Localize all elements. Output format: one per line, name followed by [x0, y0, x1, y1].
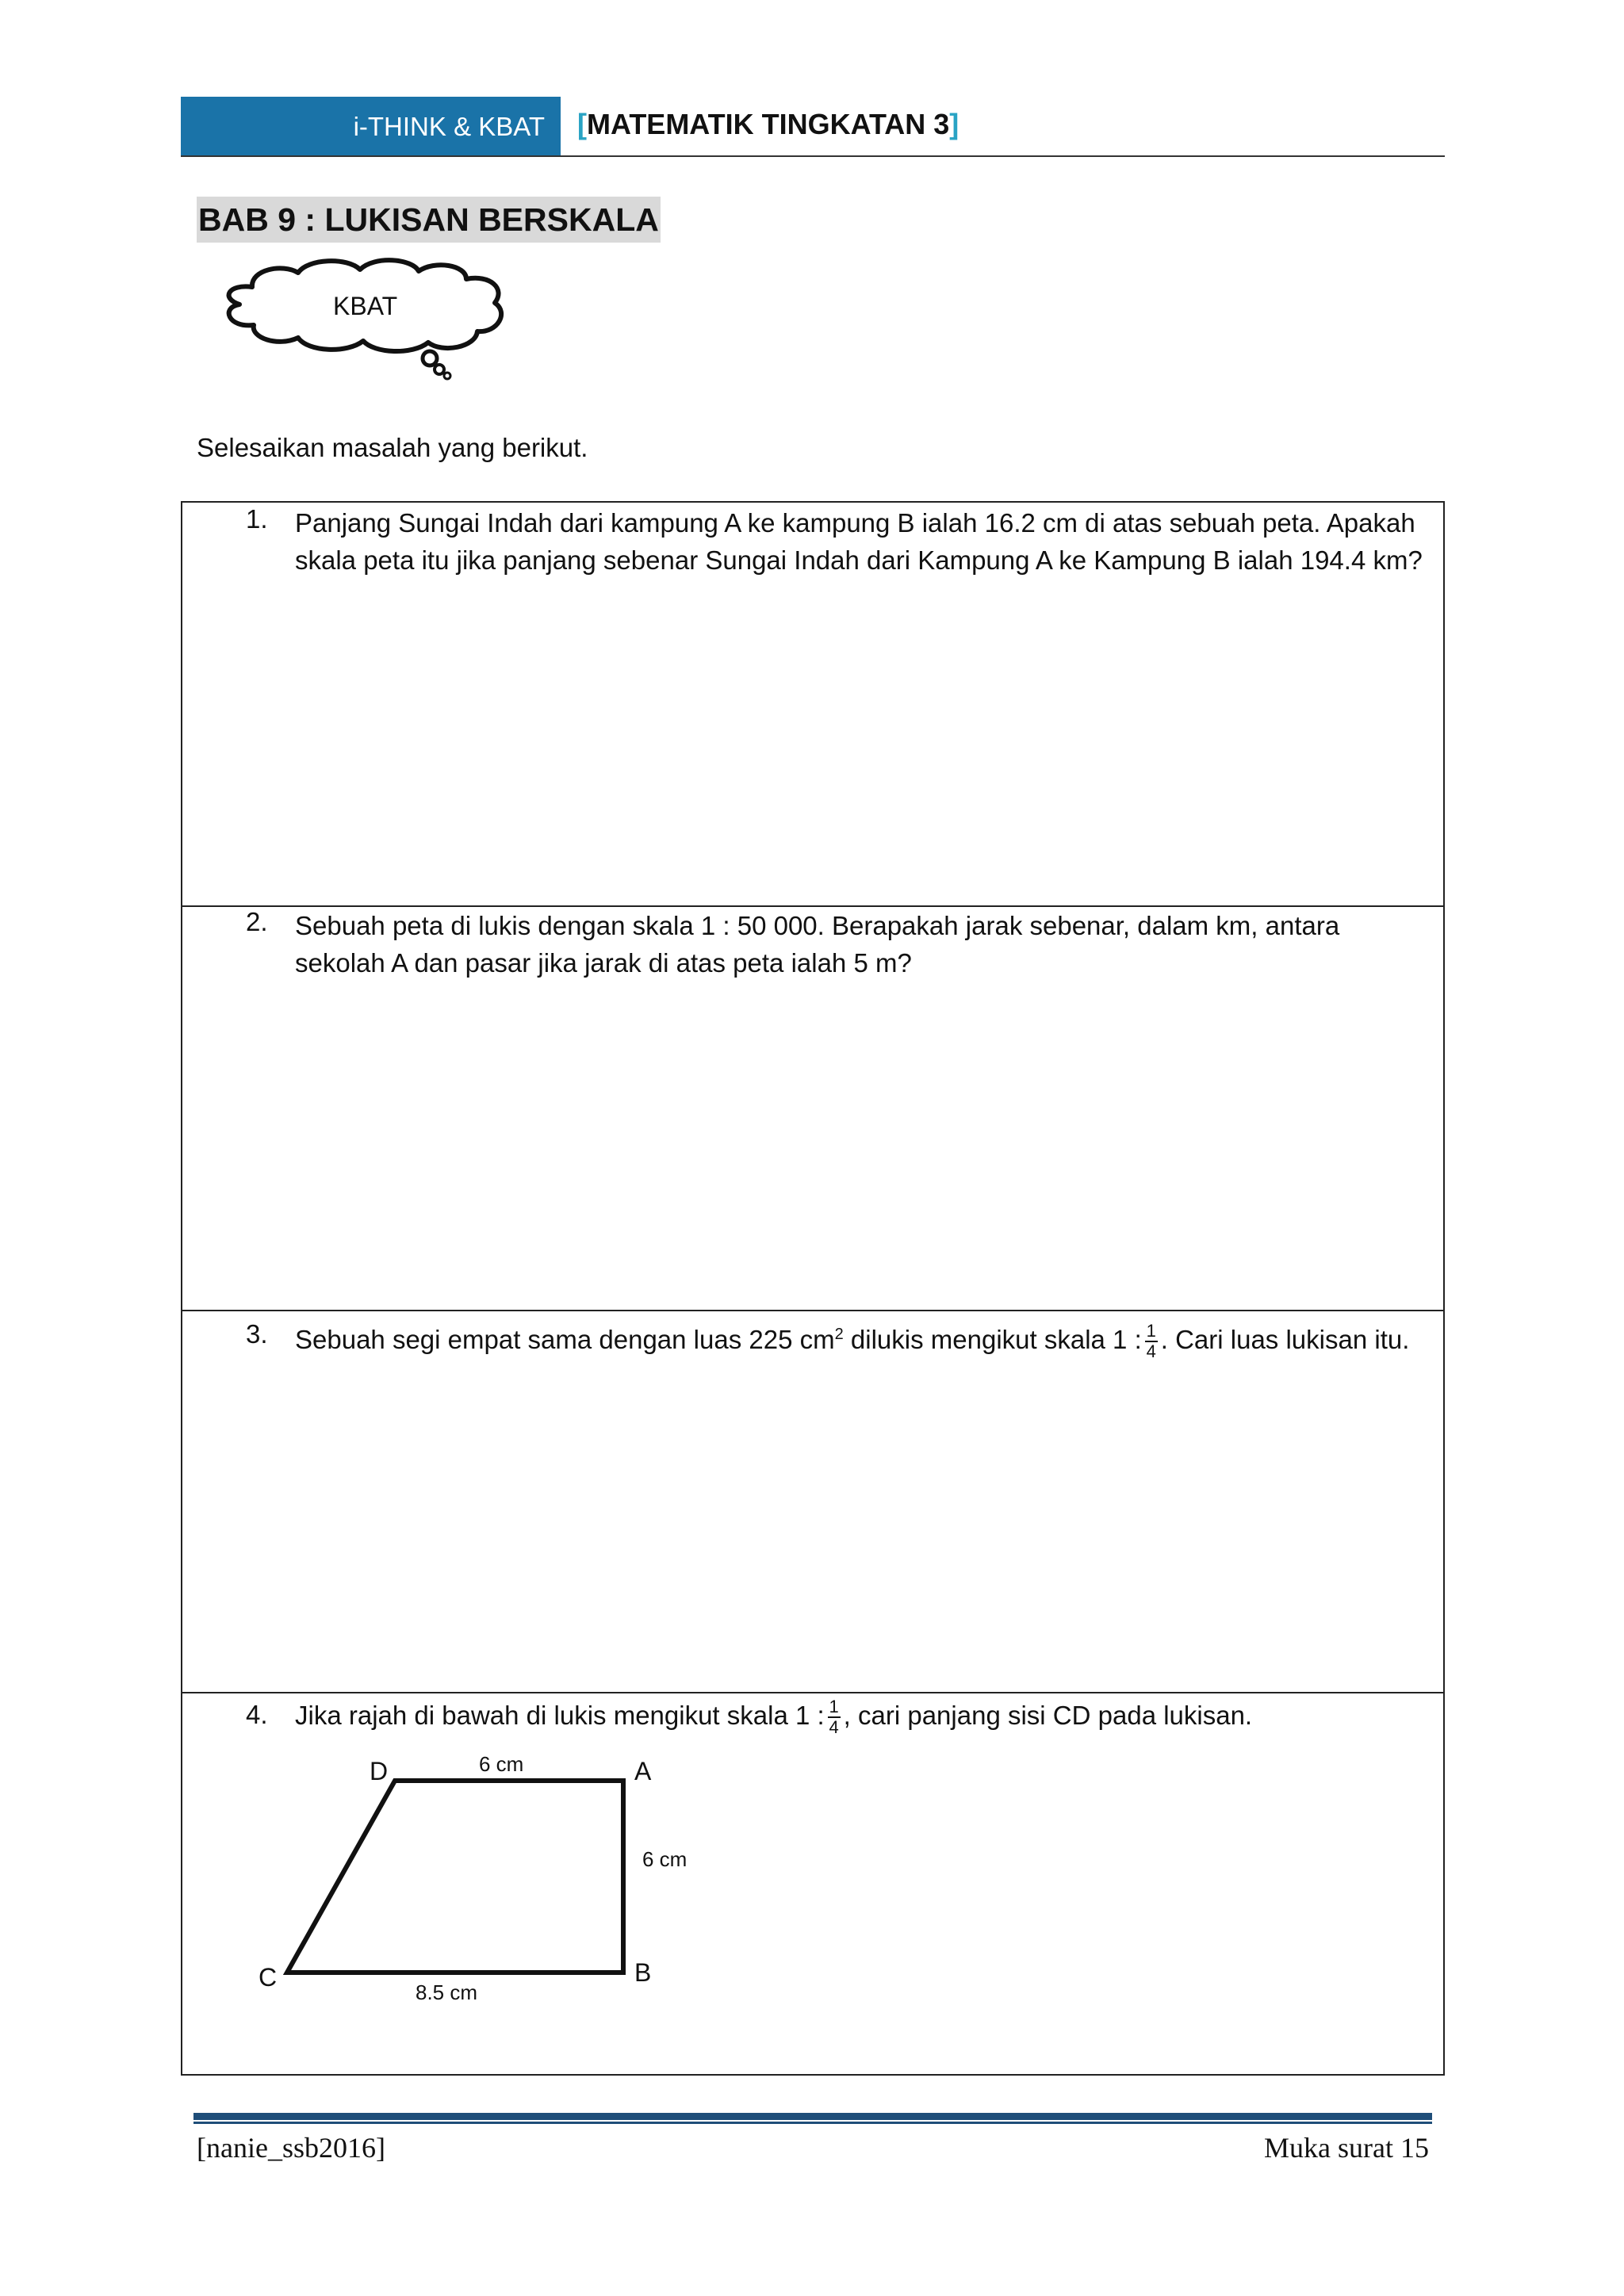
question-text-part: Jika rajah di bawah di lukis mengikut skala 1 : [295, 1701, 825, 1730]
fraction-numerator: 1 [829, 1697, 839, 1717]
question-box-2 [181, 905, 1445, 1311]
question-box-3 [181, 1310, 1445, 1693]
instructions: Selesaikan masalah yang berikut. [197, 433, 588, 462]
length-label-da: 6 cm [479, 1752, 524, 1776]
vertex-label-c: C [259, 1963, 278, 1992]
header-bracket-open: [ [577, 108, 587, 140]
fraction [1145, 1322, 1158, 1361]
header-title [577, 108, 959, 141]
page-number: Muka surat 15 [1264, 2132, 1429, 2164]
question-text-part: , cari panjang sisi CD pada lukisan. [843, 1701, 1253, 1730]
question-number: 1. [246, 504, 268, 534]
question-box-4 [181, 1692, 1445, 2076]
question-number: 3. [246, 1319, 268, 1349]
vertex-label-d: D [370, 1757, 389, 1785]
question-number: 4. [246, 1700, 268, 1729]
length-label-cb: 8.5 cm [416, 1980, 478, 2004]
fraction-numerator: 1 [1146, 1321, 1156, 1341]
question-text: Panjang Sungai Indah dari kampung A ke kampung B ialah 16.2 cm di atas sebuah peta. Apakah skala peta itu jika panjang sebenar Sungai Indah dari Kampung A ke Kampung B ialah 194.4 km? [295, 508, 1423, 575]
trapezium-diagram [182, 1692, 1446, 2076]
header-bracket-close: ] [949, 108, 959, 140]
question-number: 2. [246, 907, 268, 936]
length-label-ab: 6 cm [642, 1847, 688, 1871]
cloud-label: KBAT [333, 292, 398, 320]
question-text: Sebuah peta di lukis dengan skala 1 : 50 000. Berapakah jarak sebenar, dalam km, antara sekolah A dan pasar jika jarak di atas peta ialah 5 m? [295, 911, 1340, 978]
header-title-text: MATEMATIK TINGKATAN 3 [587, 108, 950, 140]
fraction-denominator: 4 [1146, 1341, 1156, 1362]
vertex-label-a: A [634, 1757, 652, 1785]
trapezium-shape [287, 1781, 623, 1973]
header-badge-text: i-THINK & KBAT [353, 112, 545, 141]
question-box-1 [181, 501, 1445, 907]
header-badge [181, 97, 561, 157]
question-text [295, 1313, 1427, 1361]
header-divider [181, 155, 1445, 157]
question-text-part: . Cari luas lukisan itu. [1160, 1325, 1410, 1354]
superscript: 2 [834, 1326, 844, 1343]
question-text-part: dilukis mengikut skala 1 : [843, 1325, 1142, 1354]
footer-divider-thick [193, 2113, 1432, 2120]
fraction-denominator: 4 [829, 1717, 839, 1738]
chapter-title: BAB 9 : LUKISAN BERSKALA [197, 197, 661, 243]
footer-divider-thin [193, 2122, 1432, 2124]
question-text-part: Sebuah segi empat sama dengan luas 225 cm [295, 1325, 835, 1354]
footer-author: [nanie_ssb2016] [197, 2132, 385, 2164]
vertex-label-b: B [634, 1958, 652, 1987]
